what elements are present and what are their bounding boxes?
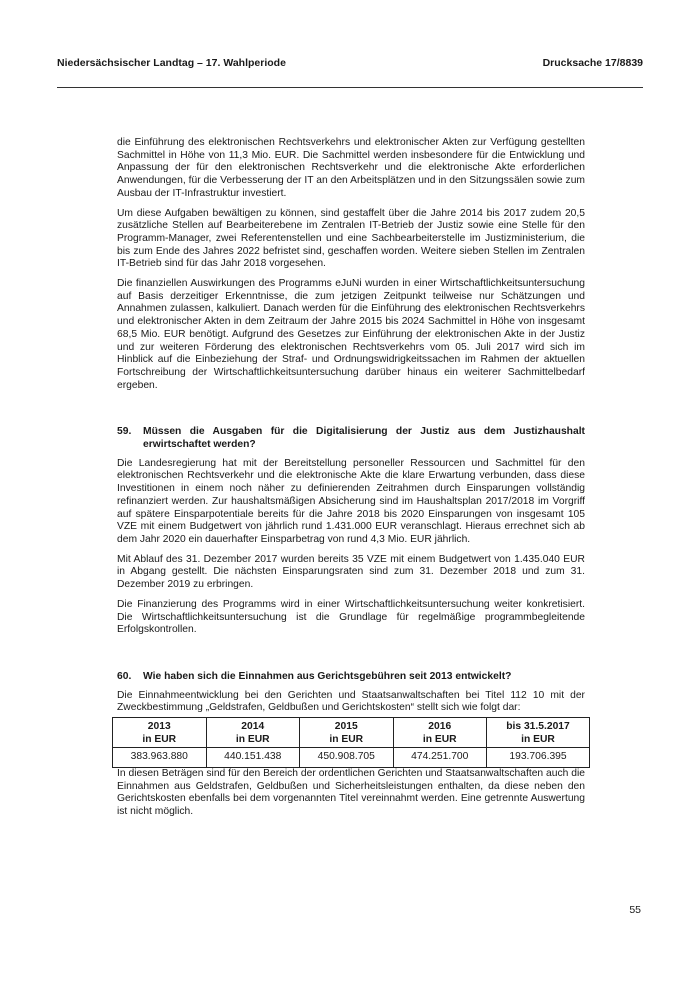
table-cell: 383.963.880 xyxy=(113,748,207,768)
table-cell: 450.908.705 xyxy=(300,748,394,768)
answer-paragraph: Die Einnahmeentwicklung bei den Gerichten und Staatsanwaltschaften bei Titel 112 10 mit der Zweckbestimmung „Geldstrafen, Geldbußen und Gerichtskosten“ stellt sich wie folgt dar: xyxy=(117,689,585,714)
paragraph: die Einführung des elektronischen Rechtsverkehrs und elektronischer Akten zur Verfügung gestellten Sachmittel in Höhe von 11,3 Mio. EUR. Die Sachmittel werden insbesondere für die Entwicklung und Anpassung der für den elektronischen Rechtsverkehr und die elektronische Akte erforderlichen Anwendungen, für die Verbesserung der IT an den Arbeitsplätzen und in den Sitzungssälen sowie zum Ausbau der IT-Infrastruktur investiert. xyxy=(117,137,585,199)
table-header-cell: 2013 in EUR xyxy=(113,718,207,748)
question-60 xyxy=(117,671,585,684)
table-cell: 440.151.438 xyxy=(206,748,300,768)
answer-paragraph: Die Landesregierung hat mit der Bereitstellung personeller Ressourcen und Sachmittel für den elektronischen Rechtsverkehr und die elektronische Akte die klare Erwartung verbunden, dass diese Investitionen in einem noch näher zu definierenden Zeitrahmen durch Einsparungen vollständig refinanziert werden. Zur haushaltsmäßigen Absicherung sind im Haushaltsplan 2017/2018 im Vorgriff auf spätere Einsparpotentiale bereits für die Jahre 2018 bis 2020 Einsparungen von insgesamt 105 VZE mit einem Budgetwert von jährlich rund 1.431.000 EUR veranschlagt. Hieraus errechnet sich ab dem Jahr 2020 ein dauerhafter Einsparbetrag von rund 4,3 Mio. EUR jährlich. xyxy=(117,457,585,545)
table-cell: 474.251.700 xyxy=(393,748,487,768)
table-header-cell: 2016 in EUR xyxy=(393,718,487,748)
page-content xyxy=(117,137,585,826)
question-59 xyxy=(117,426,585,451)
document-number: Drucksache 17/8839 xyxy=(542,57,643,69)
question-number: 60. xyxy=(117,670,132,682)
parliament-title: Niedersächsischer Landtag – 17. Wahlperiode xyxy=(57,57,286,69)
question-number: 59. xyxy=(117,426,132,438)
question-text: Wie haben sich die Einnahmen aus Gerichtsgebühren seit 2013 entwickelt? xyxy=(143,670,512,682)
question-text: Müssen die Ausgaben für die Digitalisierung der Justiz aus dem Justizhaushalt erwirtschaftet werden? xyxy=(143,426,585,451)
answer-paragraph: In diesen Beträgen sind für den Bereich der ordentlichen Gerichten und Staatsanwaltschaften auch die Einnahmen aus Geldstrafen, Geldbußen und Sicherheitsleistungen enthalten, da diese neben den Gerichtskosten ebenfalls bei dem vorgenannten Titel vereinnahmt werden. Eine getrennte Auswertung ist nicht möglich. xyxy=(117,768,585,818)
page-header xyxy=(57,57,643,88)
page-number: 55 xyxy=(629,904,641,916)
table-cell: 193.706.395 xyxy=(487,748,590,768)
answer-paragraph: Die Finanzierung des Programms wird in einer Wirtschaftlichkeitsuntersuchung weiter konkretisiert. Die Wirtschaftlichkeitsuntersuchung ist die Grundlage für regelmäßige programmbegleitende Erfolgskontrollen. xyxy=(117,598,585,636)
answer-paragraph: Mit Ablauf des 31. Dezember 2017 wurden bereits 35 VZE mit einem Budgetwert von 1.435.040 EUR in Abgang gestellt. Die nächsten Einsparungsraten sind zum 31. Dezember 2018 und zum 31. Dezember 2019 zu erbringen. xyxy=(117,553,585,591)
table-header-cell: 2014 in EUR xyxy=(206,718,300,748)
table-row xyxy=(113,748,590,768)
revenue-table xyxy=(112,717,590,768)
table-header-row xyxy=(113,718,590,748)
table-header-cell: bis 31.5.2017 in EUR xyxy=(487,718,590,748)
paragraph: Die finanziellen Auswirkungen des Programms eJuNi wurden in einer Wirtschaftlichkeitsuntersuchung auf Basis derzeitiger Erkenntnisse, die zum jetzigen Zeitpunkt teilweise nur Schätzungen und Annahmen zulassen, kalkuliert. Danach werden für die Einführung des elektronischen Rechtsverkehrs und elektronischer Akten in dem Zeitraum der Jahre 2015 bis 2024 Sachmittel in Höhe von insgesamt 68,5 Mio. EUR benötigt. Aufgrund des Gesetzes zur Einführung der elektronischen Akte in der Justiz und zur weiteren Förderung des elektronischen Rechtsverkehrs vom 05. Juli 2017 wird sich im Hinblick auf die Einbeziehung der Straf- und Ordnungswidrigkeitssachen im Rahmen der aktuellen Fortschreibung der Wirtschaftlichkeitsuntersuchung darüber hinaus ein weiterer Sachmittelbedarf ergeben. xyxy=(117,278,585,391)
table-header-cell: 2015 in EUR xyxy=(300,718,394,748)
paragraph: Um diese Aufgaben bewältigen zu können, sind gestaffelt über die Jahre 2014 bis 2017 zudem 20,5 zusätzliche Stellen auf Bearbeiterebene im Zentralen IT-Betrieb der Justiz sowie eine Stelle für den Programm-Manager, zwei Referentenstellen und eine Sachbearbeiterstelle im Justizministerium, die bis zum Ende des Jahres 2022 befristet sind, geschaffen worden. Weitere sieben Stellen im Zentralen IT-Betrieb sind für das Jahr 2018 vorgesehen. xyxy=(117,207,585,270)
